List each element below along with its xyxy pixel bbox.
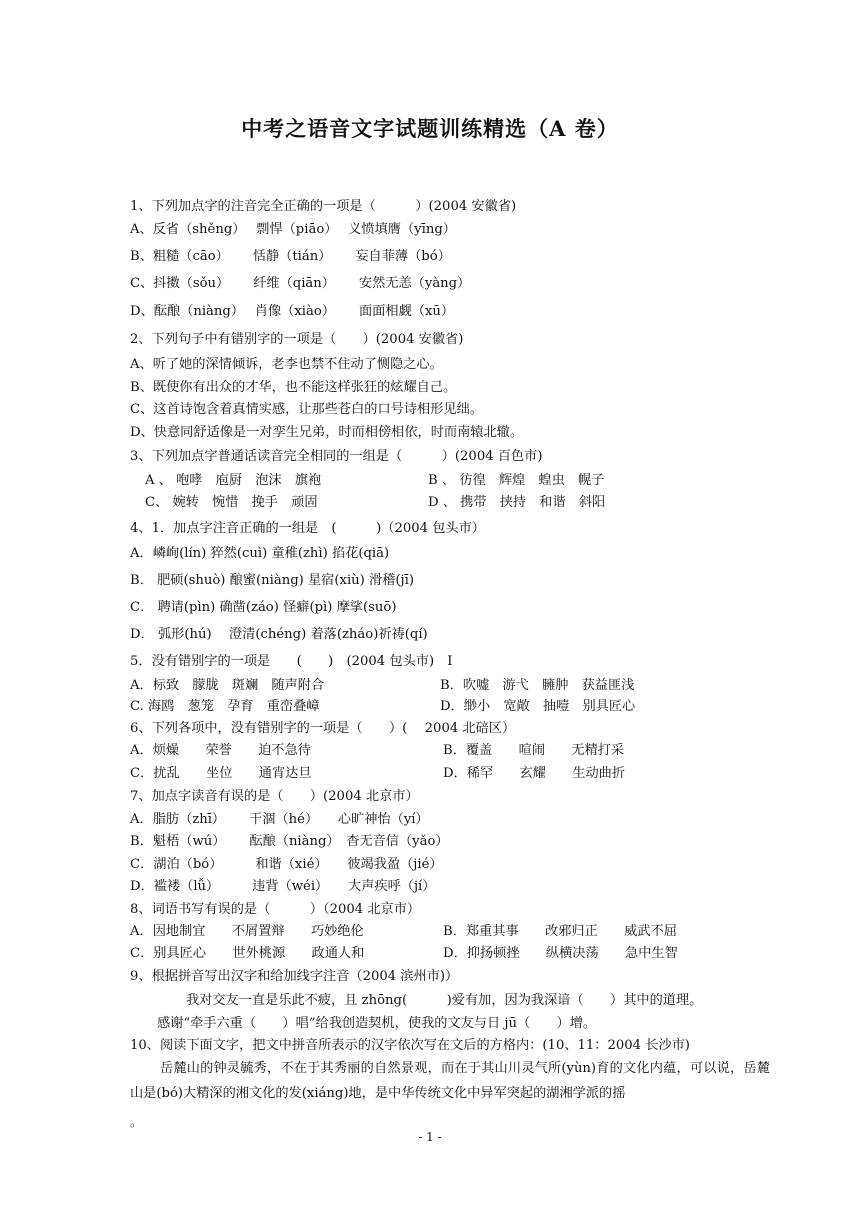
- page-title: 中考之语音文字试题训练精选（A 卷）: [241, 116, 619, 141]
- question-1-option-b: B、粗糙（cāo） 恬静（tián） 妄自菲薄（bó）: [130, 249, 451, 264]
- question-10: 10、阅读下面文字，把文中拼音所表示的汉字依次写在文后的方格内：(10、11：2004 长沙市): [130, 1038, 690, 1053]
- question-4-option-d: D． 弧形(hú) 澄清(chéng) 着落(zháo)祈祷(qí): [130, 627, 428, 642]
- question-8-option-c: C．别具匠心 世外桃源 政通人和: [130, 946, 365, 961]
- question-2-option-d: D、快意同舒适像是一对孪生兄弟，时而相傍相依，时而南辕北辙。: [130, 425, 524, 440]
- question-1-option-a: A、反省（shěng） 剽悍（piāo） 义愤填膺（yīng）: [130, 222, 456, 237]
- question-7: 7、加点字读音有误的是（ ）(2004 北京市）: [130, 789, 419, 804]
- question-1-option-c: C、抖擞（sǒu） 纤维（qiān） 安然无恙（yàng）: [130, 276, 471, 291]
- question-1-option-d: D、酝酿（niàng） 肖像（xiào） 面面相觑（xū）: [130, 304, 455, 319]
- question-9: 9、根据拼音写出汉字和给加线字注音（2004 滨州市)）: [130, 969, 459, 984]
- question-4-option-c: C． 聘请(pìn) 确凿(záo) 怪癖(pì) 摩挲(suō): [130, 600, 397, 615]
- trailing-mark: 。: [130, 1115, 143, 1129]
- question-2-option-a: A、听了她的深情倾诉，老李也禁不住动了恻隐之心。: [130, 357, 443, 372]
- question-4: 4、1．加点字注音正确的一组是 ( )（2004 包头市）: [130, 521, 485, 536]
- question-7-option-b: B．魁梧（wú） 酝酿（niàng） 杳无音信（yǎo）: [130, 834, 449, 849]
- question-7-option-c: C．湖泊（bó） 和谐（xié） 彼竭我盈（jié）: [130, 857, 443, 872]
- question-4-option-a: A．嶙峋(lín) 猝然(cuì) 童稚(zhì) 掐花(qiā): [130, 546, 390, 561]
- question-10-passage: 岳麓山的钟灵毓秀，不在于其秀丽的自然景观，而在于其山川灵气所(yùn)育的文化内蕴，可以说，岳麓山是(bó)大精深的湘文化的发(xiáng)地，是中华传统文化中异军突起的湖湘学派的摇: [130, 1061, 770, 1101]
- question-3-option-b: B 、 彷徨 辉煌 蝗虫 幌子: [428, 473, 605, 488]
- question-3: 3、下列加点字普通话读音完全相同的一组是（ ）(2004 百色市): [130, 449, 543, 464]
- question-5-option-d: D．缈小 宽敞 抽噎 别具匠心: [440, 699, 636, 714]
- question-4-option-b: B． 肥硕(shuò) 酿蜜(niàng) 星宿(xiù) 滑稽(jī): [130, 573, 414, 588]
- question-5-option-c: C. 海鸥 葱笼 孕育 重峦叠嶂: [130, 699, 320, 714]
- question-8: 8、词语书写有误的是（ ）（2004 北京市）: [130, 902, 421, 917]
- question-8-option-a: A．因地制宜 不屑置辩 巧妙绝伦: [130, 924, 364, 939]
- question-1: 1、下列加点字的注音完全正确的一项是（ ）(2004 安徽省): [130, 199, 517, 214]
- question-6-option-a: A．烦燥 荣誉 迫不急待: [130, 743, 311, 758]
- question-3-option-a: A 、 咆哮 庖厨 泡沫 旗袍: [145, 473, 322, 488]
- question-2-option-c: C、这首诗饱含着真情实感，让那些苍白的口号诗相形见绌。: [130, 402, 483, 417]
- question-6: 6、下列各项中，没有错别字的一项是（ ）( 2004 北碚区）: [130, 721, 516, 736]
- question-6-option-c: C．扰乱 坐位 通宵达旦: [130, 766, 312, 781]
- page-number: - 1 -: [418, 1130, 442, 1144]
- question-2-option-b: B、既使你有出众的才华，也不能这样张狂的炫耀自己。: [130, 380, 457, 395]
- question-7-option-d: D．褴褛（lǚ） 违背（wéi） 大声疾呼（jí）: [130, 879, 436, 894]
- question-6-option-d: D．稀罕 玄耀 生动曲折: [443, 766, 626, 781]
- question-9-line-1: 我对交友一直是乐此不疲，且 zhōng( )爱有加，因为我深谙（ ）其中的道理。: [186, 993, 703, 1008]
- question-5: 5．没有错别字的一项是 ( ) (2004 包头市) I: [130, 654, 453, 669]
- question-3-option-d: D 、 携带 挟持 和谐 斜阳: [428, 495, 606, 510]
- question-8-option-d: D．抑扬顿挫 纵横决荡 急中生智: [443, 946, 678, 961]
- question-9-line-2: 感谢“牵手六重（ ）唱”给我创造契机，使我的文友与日 jū（ ）增。: [157, 1016, 597, 1031]
- question-3-option-c: C、 婉转 惋惜 挽手 顽固: [145, 495, 318, 510]
- question-2: 2、下列句子中有错别字的一项是（ ）(2004 安徽省): [130, 332, 464, 347]
- question-8-option-b: B．郑重其事 改邪归正 威武不屈: [443, 924, 677, 939]
- question-6-option-b: B．覆盖 喧闹 无精打采: [443, 743, 625, 758]
- question-5-option-b: B．吹嘘 游弋 臃肿 获益匪浅: [440, 678, 635, 693]
- question-5-option-a: A．标致 朦胧 斑斓 随声附合: [130, 678, 325, 693]
- question-7-option-a: A．脂肪（zhī） 干涸（hé） 心旷神怡（yí）: [130, 812, 429, 827]
